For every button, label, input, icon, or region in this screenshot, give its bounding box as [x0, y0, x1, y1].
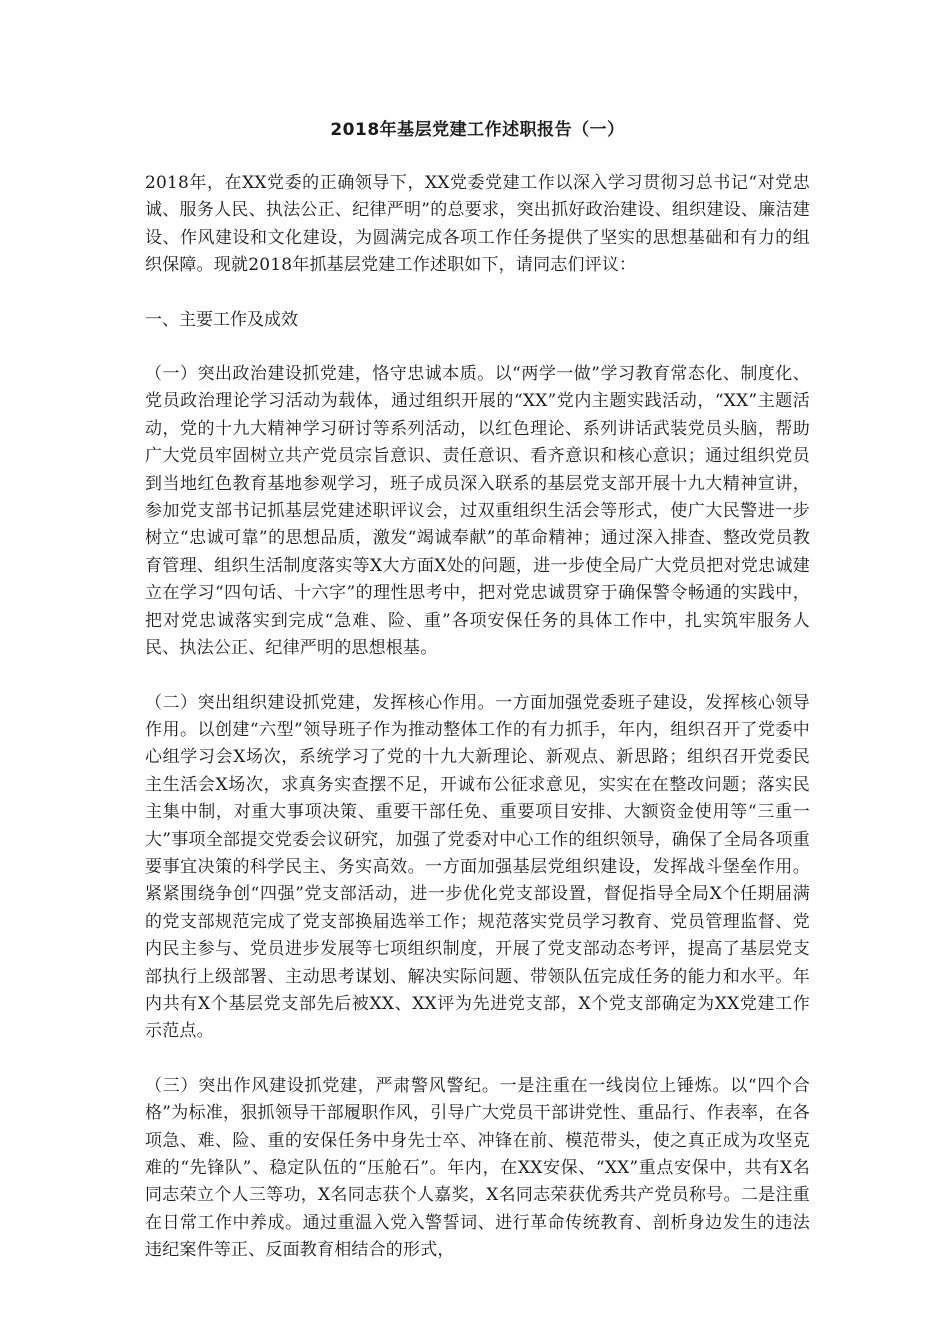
document-page — [145, 118, 810, 1265]
document-title: 2018年基层党建工作述职报告（一） — [330, 120, 625, 140]
intro-paragraph: 2018年，在XX党委的正确领导下，XX党委党建工作以深入学习贯彻习总书记“对党忠诚、服务人民、执法公正、纪律严明”的总要求，突出抓好政治建设、组织建设、廉洁建设、作风建设和文化建设，为圆满完成各项工作任务提供了坚实的思想基础和有力的组织保障。现就2018年抓基层党建工作述职如下，请同志们评议： — [145, 173, 810, 276]
section-heading: 一、主要工作及成效 — [145, 309, 298, 330]
paragraph-organization-building: （二）突出组织建设抓党建，发挥核心作用。一方面加强党委班子建设，发挥核心领导作用。以创建“六型”领导班子作为推动整体工作的有力抓手，年内，组织召开了党委中心组学习会X场次，系统学习了党的十九大新理论、新观点、新思路；组织召开党委民主生活会X场次，求真务实查摆不足，开诚布公征求意见，实实在在整改问题；落实民主集中制，对重大事项决策、重要干部任免、重要项目安排、大额资金使用等“三重一大”事项全部提交党委会议研究，加强了党委对中心工作的组织领导，确保了全局各项重要事宜决策的科学民主、务实高效。一方面加强基层党组织建设，发挥战斗堡垒作用。紧紧围绕争创“四强”党支部活动，进一步优化党支部设置，督促指导全局X个任期届满的党支部规范完成了党支部换届选举工作；规范落实党员学习教育、党员管理监督、党内民主参与、党员进步发展等七项组织制度，开展了党支部动态考评，提高了基层党支部执行上级部署、主动思考谋划、解决实际问题、带领队伍完成任务的能力和水平。年内共有X个基层党支部先后被XX、XX评为先进党支部，X个党支部确定为XX党建工作示范点。 — [145, 692, 810, 1042]
paragraph-style-building: （三）突出作风建设抓党建，严肃警风警纪。一是注重在一线岗位上锤炼。以“四个合格”为标准，狠抓领导干部履职作风，引导广大党员干部讲党性、重品行、作表率，在各项急、难、险、重的安保任务中身先士卒、冲锋在前、模范带头，使之真正成为攻坚克难的“先锋队”、稳定队伍的“压舱石”。年内，在XX安保、“XX”重点安保中，共有X名同志荣立个人三等功，X名同志获个人嘉奖，X名同志荣获优秀共产党员称号。二是注重在日常工作中养成。通过重温入党入警誓词、进行革命传统教育、剖析身边发生的违法违纪案件等正、反面教育相结合的形式， — [145, 1075, 810, 1261]
paragraph-political-building: （一）突出政治建设抓党建，恪守忠诚本质。以“两学一做”学习教育常态化、制度化、党员政治理论学习活动为载体，通过组织开展的“XX”党内主题实践活动，“XX”主题活动，党的十九大精神学习研讨等系列活动，以红色理论、系列讲话武装党员头脑，帮助广大党员牢固树立共产党员宗旨意识、责任意识、看齐意识和核心意识；通过组织党员到当地红色教育基地参观学习，班子成员深入联系的基层党支部开展十九大精神宣讲，参加党支部书记抓基层党建述职评议会，过双重组织生活会等形式，使广大民警进一步树立“忠诚可靠”的思想品质，激发“竭诚奉献”的革命精神；通过深入排查、整改党员教育管理、组织生活制度落实等X大方面X处的问题，进一步使全局广大党员把对党忠诚建立在学习“四句话、十六字”的理性思考中，把对党忠诚贯穿于确保警令畅通的实践中，把对党忠诚落实到完成“急难、险、重”各项安保任务的具体工作中，扎实筑牢服务人民、执法公正、纪律严明的思想根基。 — [145, 364, 810, 659]
